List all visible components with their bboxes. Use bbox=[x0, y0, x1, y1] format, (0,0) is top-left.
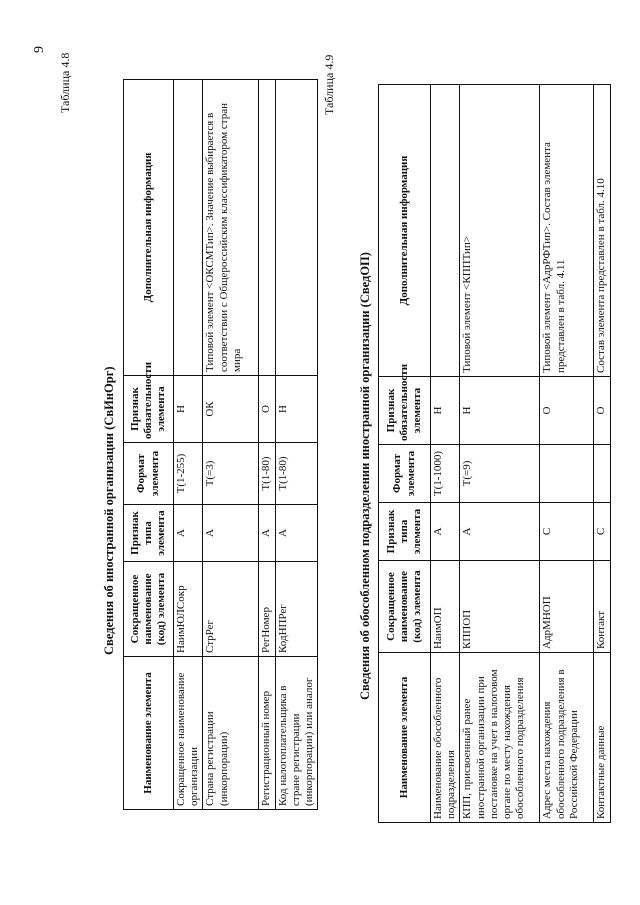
cell-type: А bbox=[460, 503, 540, 561]
cell-code: КППОП bbox=[460, 561, 540, 653]
cell-type: А bbox=[259, 505, 275, 562]
cell-format: T(=9) bbox=[460, 445, 540, 503]
header-format: Формат элемента bbox=[379, 445, 431, 503]
header-format: Формат элемента bbox=[124, 443, 174, 505]
cell-format: T(1-1000) bbox=[431, 445, 460, 503]
cell-type: А bbox=[431, 503, 460, 561]
header-type: Признак типа элемента bbox=[379, 503, 431, 561]
page-number: 9 bbox=[32, 46, 47, 53]
cell-info bbox=[275, 80, 318, 376]
header-info: Дополнительная информация bbox=[124, 80, 174, 376]
cell-info bbox=[431, 85, 460, 377]
cell-type: А bbox=[203, 505, 259, 562]
cell-required: Н bbox=[431, 377, 460, 445]
cell-required: О bbox=[540, 377, 594, 445]
cell-info: Типовой элемент <АдрРФТип>. Состав элемента представлен в табл. 4.11 bbox=[540, 85, 594, 377]
table-4-8-title: Сведения об иностранной организации (СвИнОрг) bbox=[102, 366, 116, 655]
cell-code: Контакт bbox=[594, 561, 610, 653]
cell-name: Код налогоплательщика в стране регистрации (инкорпорации) или аналог bbox=[275, 657, 318, 810]
cell-code: РегНомер bbox=[259, 562, 275, 657]
header-info: Дополнительная информация bbox=[379, 85, 431, 377]
cell-format bbox=[594, 445, 610, 503]
table-header-row bbox=[379, 85, 431, 823]
header-type: Признак типа элемента bbox=[124, 505, 174, 562]
table-4-8-label: Таблица 4.8 bbox=[58, 52, 72, 113]
table-row bbox=[431, 85, 460, 823]
cell-required: О bbox=[259, 376, 275, 443]
table-row bbox=[275, 80, 318, 810]
cell-format: T(=3) bbox=[203, 443, 259, 505]
cell-name: Регистрационный номер bbox=[259, 657, 275, 810]
header-required: Признак обязательности элемента bbox=[124, 376, 174, 443]
table-row bbox=[174, 80, 203, 810]
cell-info: Состав элемента представлен в табл. 4.10 bbox=[594, 85, 610, 377]
cell-format: T(1-80) bbox=[259, 443, 275, 505]
header-required: Признак обязательности элемента bbox=[379, 377, 431, 445]
cell-name: Адрес места нахождения обособленного подразделения в Российской Федерации bbox=[540, 653, 594, 823]
cell-format: T(1-80) bbox=[275, 443, 318, 505]
table-row bbox=[203, 80, 259, 810]
cell-type: А bbox=[275, 505, 318, 562]
cell-code: НаимЮЛСокр bbox=[174, 562, 203, 657]
header-name: Наименование элемента bbox=[379, 653, 431, 823]
table-row bbox=[540, 85, 594, 823]
cell-required: Н bbox=[275, 376, 318, 443]
header-code: Сокращенное наименование (код) элемента bbox=[379, 561, 431, 653]
table-4-9 bbox=[378, 84, 611, 823]
cell-info bbox=[174, 80, 203, 376]
table-row bbox=[460, 85, 540, 823]
cell-name: Страна регистрации (инкорпорации) bbox=[203, 657, 259, 810]
cell-type: С bbox=[540, 503, 594, 561]
cell-name: Наименование обособленного подразделения bbox=[431, 653, 460, 823]
table-4-8 bbox=[123, 79, 318, 810]
cell-format: T(1-255) bbox=[174, 443, 203, 505]
header-name: Наименование элемента bbox=[124, 657, 174, 810]
cell-code: КодНПРег bbox=[275, 562, 318, 657]
cell-required: Н bbox=[460, 377, 540, 445]
cell-name: Контактные данные bbox=[594, 653, 610, 823]
cell-name: Сокращенное наименование организации bbox=[174, 657, 203, 810]
cell-format bbox=[540, 445, 594, 503]
cell-info: Типовой элемент <КППТип> bbox=[460, 85, 540, 377]
cell-code: АдрМНОП bbox=[540, 561, 594, 653]
table-header-row bbox=[124, 80, 174, 810]
table-4-9-label: Таблица 4.9 bbox=[322, 54, 336, 115]
cell-type: С bbox=[594, 503, 610, 561]
cell-type: А bbox=[174, 505, 203, 562]
table-row bbox=[594, 85, 610, 823]
cell-info: Типовой элемент <ОКСМТип>. Значение выбирается в соответствии с Общероссийским классификатором стран мира bbox=[203, 80, 259, 376]
cell-name: КПП, присвоенный ранее иностранной организации при постановке на учет в налоговом органе по месту нахождения обособленного подразделения bbox=[460, 653, 540, 823]
cell-required: Н bbox=[174, 376, 203, 443]
header-code: Сокращенное наименование (код) элемента bbox=[124, 562, 174, 657]
table-row bbox=[259, 80, 275, 810]
table-4-9-title: Сведения об обособленном подразделении иностранной организации (СведОП) bbox=[358, 252, 372, 700]
cell-code: СтрРег bbox=[203, 562, 259, 657]
cell-info bbox=[259, 80, 275, 376]
cell-required: О bbox=[594, 377, 610, 445]
cell-code: НаимОП bbox=[431, 561, 460, 653]
cell-required: ОК bbox=[203, 376, 259, 443]
